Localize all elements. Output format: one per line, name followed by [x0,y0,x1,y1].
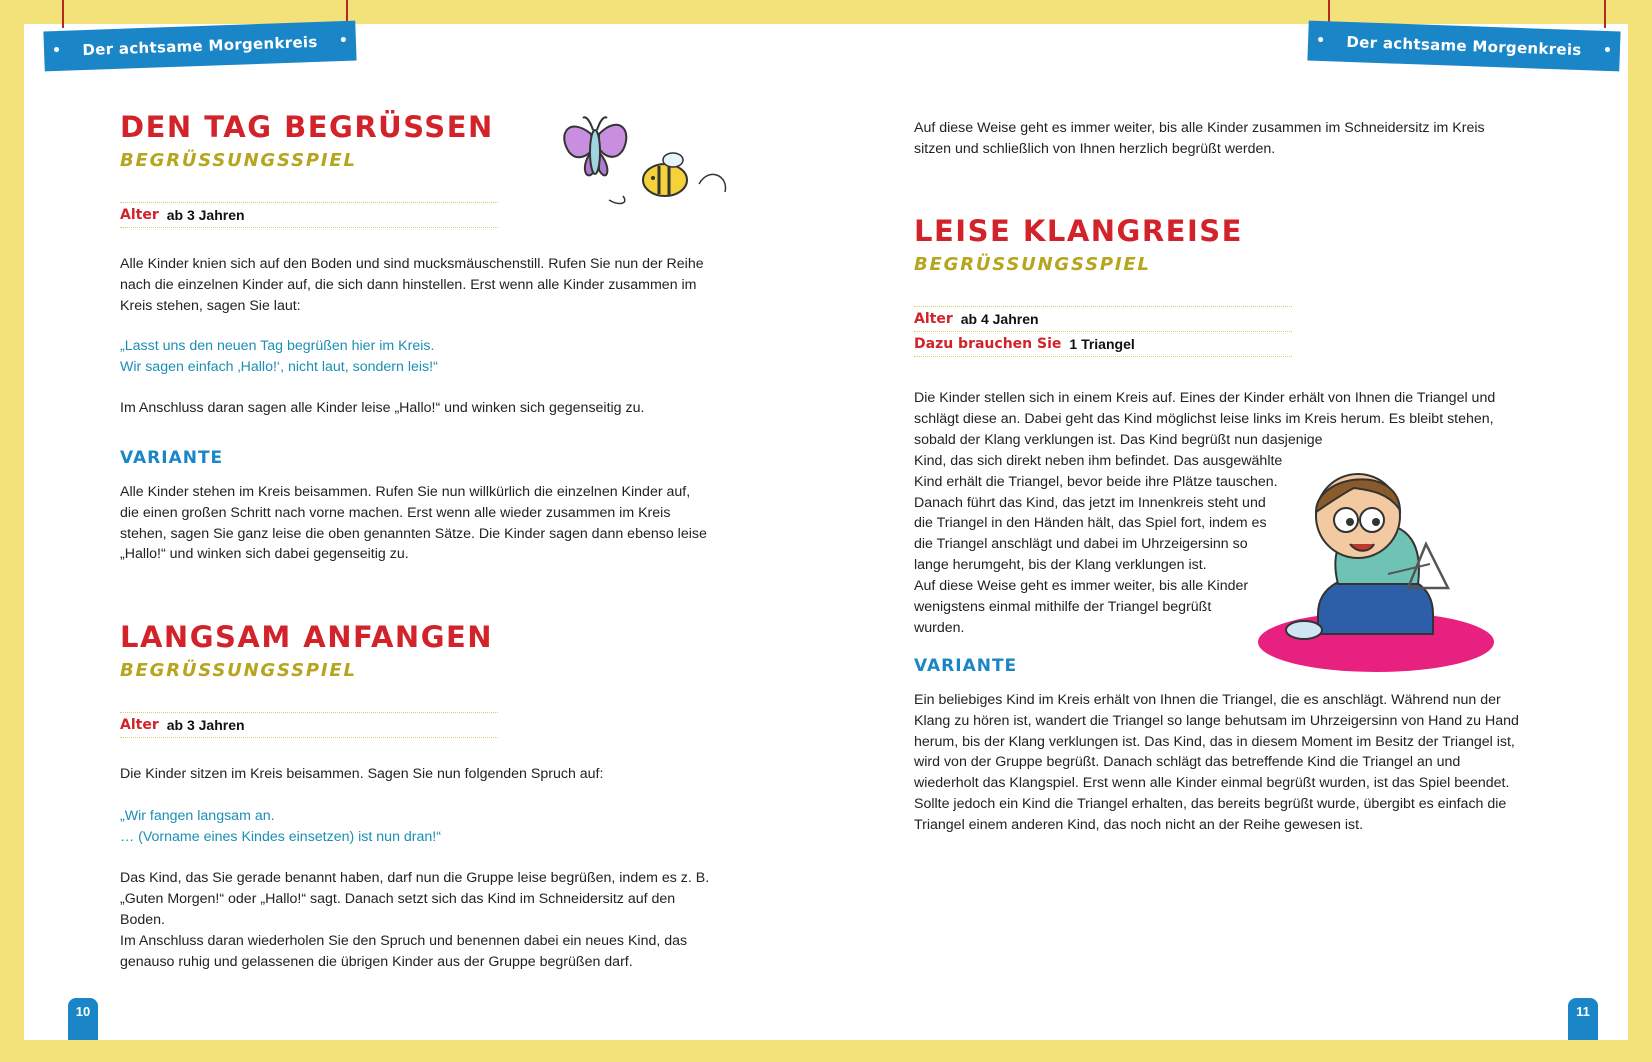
paragraph: Im Anschluss daran sagen alle Kinder leise „Hallo!“ und winken sich gegenseitig zu. [120,400,645,416]
paragraph: Das Kind, das Sie gerade benannt haben, darf nun die Gruppe leise begrüßen, indem es z. B. „Guten Morgen!“ oder „Hallo!“ sagt. Danach setzt sich das Kind im Schneidersitz auf den Boden. [120,870,710,928]
meta-box [120,712,498,738]
page-number: 11 [1568,998,1598,1040]
section-subtitle: BEGRÜSSUNGSSPIEL [914,254,1151,275]
banner-label: Der achtsame Morgenkreis [82,32,318,60]
paragraph: Ein beliebiges Kind im Kreis erhält von Ihnen die Triangel, die es anschlägt. Während nun der Klang zu hören ist, wandert die Triangel so lange behutsam im Uhrzeigersinn von Hand zu Hand herum, bis der Klang verklungen ist. Das Kind, das in diesem Moment im Besitz der Triangel ist, wird von der Gruppe begrüßt. Danach schlägt das betreffende Kind die Triangel an und wiederholt das Klangspiel. Erst wenn alle Kinder einmal begrüßt wurden, ist das Spiel beendet. Sollte jedoch ein Kind die Triangel erhalten, das bereits begrüßt wurde, übergibt es einfach die Triangel einem anderen Kind, das noch nicht an der Reihe gewesen ist. [914,692,1519,833]
age-label: Alter [120,207,159,223]
paragraph: Im Anschluss daran wiederholen Sie den Spruch und benennen dabei ein neues Kind, das genauso ruhig und gelassenen die übrigen Kinder aus der Gruppe begrüßen darf. [120,933,688,970]
age-label: Alter [914,311,953,327]
meta-box [914,306,1292,357]
quote-line: … (Vorname eines Kindes einsetzen) ist nun dran!“ [120,829,441,845]
book-spread [24,24,1628,1040]
banner-label: Der achtsame Morgenkreis [1346,32,1582,60]
age-label: Alter [120,717,159,733]
butterfly-bee-illustration [559,96,739,226]
section-subtitle: BEGRÜSSUNGSSPIEL [120,150,357,171]
variant-title: VARIANTE [914,656,1018,676]
bee-icon [643,153,726,196]
quote-line: Wir sagen einfach ‚Hallo!‘, nicht laut, sondern leis!“ [120,359,438,375]
left-page [24,24,826,1040]
quote-line: „Wir fangen langsam an. [120,808,275,824]
age-value: ab 4 Jahren [960,311,1039,327]
header-banner [43,21,356,72]
need-value: 1 Triangel [1069,336,1135,352]
paragraph: Die Kinder sitzen im Kreis beisammen. Sagen Sie nun folgenden Spruch auf: [120,766,604,782]
butterfly-icon [564,117,626,203]
age-value: ab 3 Jahren [166,207,245,223]
page-number: 10 [68,998,98,1040]
section-title: LEISE KLANGREISE [914,214,1243,248]
header-banner [1307,21,1620,72]
paragraph: Auf diese Weise geht es immer weiter, bis alle Kinder wenigstens einmal mithilfe der Triangel begrüßt wurden. [914,578,1249,636]
banner-string [1604,0,1606,28]
need-label: Dazu brauchen Sie [914,336,1062,352]
meta-box [120,202,498,228]
age-value: ab 3 Jahren [166,717,245,733]
variant-title: VARIANTE [120,448,224,468]
quote-line: „Lasst uns den neuen Tag begrüßen hier im Kreis. [120,338,435,354]
paragraph: Die Kinder stellen sich in einem Kreis auf. Eines der Kinder erhält von Ihnen die Triangel und schlägt diese an. Dabei geht das Kind möglichst leise links im Kreis herum. Es bleibt stehen, sobald der Klang verklungen ist. Das Kind begrüßt nun dasjenige [914,390,1496,448]
right-page [826,24,1628,1040]
paragraph: Alle Kinder stehen im Kreis beisammen. Rufen Sie nun willkürlich die einzelnen Kinder auf, die einen großen Schritt nach vorne machen. Erst wenn alle wieder zusammen im Kreis stehen, sagen Sie ganz leise die oben genannten Sätze. Die Kinder sagen dann ebenso leise „Hallo!“ und winken sich dabei gegenseitig zu. [120,484,707,563]
paragraph: Kind, das sich direkt neben ihm befindet. Das ausgewählte Kind erhält die Triangel, bevor beide ihre Plätze tauschen. Danach führt das Kind, das jetzt im Innenkreis steht und die Triangel in den Händen hält, das Spiel fort, indem es die Triangel anschlägt und dabei im Uhrzeigersinn so lange herumgeht, bis der Klang verklungen ist. [914,453,1283,573]
section-title: DEN TAG BEGRÜSSEN [120,110,494,144]
section-subtitle: BEGRÜSSUNGSSPIEL [120,660,357,681]
child-triangle-illustration [1258,464,1498,674]
section-title: LANGSAM ANFANGEN [120,620,494,654]
paragraph: Auf diese Weise geht es immer weiter, bis alle Kinder zusammen im Schneidersitz im Kreis sitzen und schließlich von Ihnen herzlich begrüßt werden. [914,120,1485,157]
paragraph: Alle Kinder knien sich auf den Boden und sind mucksmäuschenstill. Rufen Sie nun der Reihe nach die einzelnen Kinder auf, die sich dann hinstellen. Erst wenn alle Kinder zusammen im Kreis stehen, sagen Sie laut: [120,256,704,314]
banner-string [62,0,64,28]
